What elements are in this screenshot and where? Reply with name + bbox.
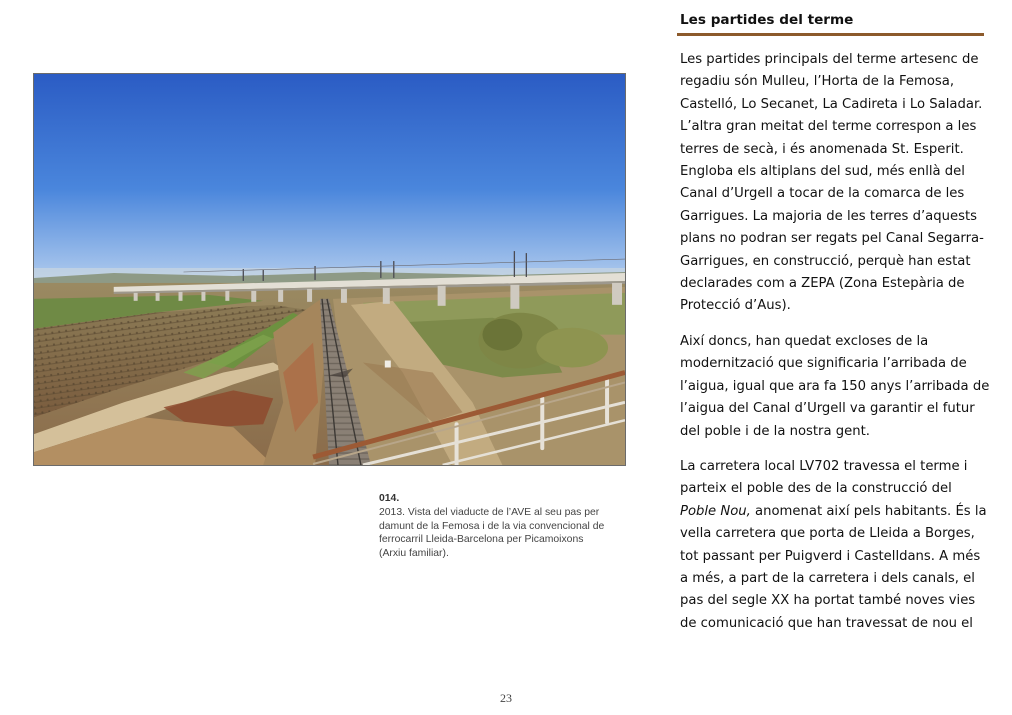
text-line: terres de secà, i és anomenada St. Esperit.	[680, 141, 964, 157]
text-line: plans no podran ser regats pel Canal Segarra-	[680, 231, 984, 247]
text-line: Protecció d’Aus).	[680, 298, 791, 314]
text-line: pas del segle XX ha portat també noves vies	[680, 593, 976, 609]
text-line: Les partides principals del terme artesenc de	[680, 52, 979, 67]
text-line: vella carretera que porta de Lleida a Borges,	[680, 526, 975, 542]
text-line: Castelló, Lo Secanet, La Cadireta i Lo Saladar.	[680, 96, 983, 112]
section-title: Les partides del terme	[680, 12, 854, 28]
text-line: l’aigua, igual que ara fa 150 anys l’arribada de	[680, 378, 990, 394]
viaduct-photo-image	[34, 74, 625, 465]
viaduct-photo	[33, 73, 626, 466]
paragraph-2	[680, 331, 990, 443]
page-number: 23	[500, 691, 512, 705]
text-line: declarades com a ZEPA (Zona Estepària de	[680, 276, 965, 292]
text-line: Així doncs, han quedat excloses de la	[680, 333, 929, 349]
text-line: parteix el poble des de la construcció del	[680, 481, 952, 497]
photo-caption	[379, 492, 627, 561]
body-text	[680, 49, 990, 648]
caption-number: 014.	[379, 493, 400, 504]
text-line: La carretera local LV702 travessa el terme i	[680, 458, 968, 474]
text-line: Canal d’Urgell a tocar de la comarca de les	[680, 186, 965, 202]
caption-line: 2013. Vista del viaducte de l’AVE al seu pas per	[379, 506, 600, 518]
text-line: regadiu són Mulleu, l’Horta de la Femosa,	[680, 74, 955, 90]
paragraph-3	[680, 456, 990, 635]
caption-line: ferrocarril Lleida-Barcelona per Picamoixons	[379, 534, 584, 546]
paragraph-1	[680, 49, 990, 318]
text-line: de comunicació que han travessat de nou el	[680, 615, 973, 631]
text-line: Garrigues, en construcció, perquè han estat	[680, 253, 971, 269]
caption-line: damunt de la Femosa i de la via convencional de	[379, 520, 605, 532]
text-line: del poble i de la nostra gent.	[680, 423, 870, 439]
italic-place-name: Poble Nou,	[680, 503, 751, 519]
text-line: Garrigues. La majoria de les terres d’aquests	[680, 208, 978, 224]
text-line: Engloba els altiplans del sud, més enllà del	[680, 164, 965, 180]
text-line	[680, 501, 990, 523]
text-line-rest: anomenat així pels habitants. És la	[750, 503, 987, 519]
text-line: l’aigua del Canal d’Urgell va garantir el futur	[680, 401, 975, 417]
text-line: modernització que significaria l’arribada de	[680, 356, 967, 372]
text-line: L’altra gran meitat del terme correspon a les	[680, 119, 977, 135]
text-line: tot passant per Puigverd i Castelldans. A més	[680, 548, 981, 564]
caption-line: (Arxiu familiar).	[379, 548, 449, 560]
title-rule	[677, 33, 984, 36]
text-line: a més, a part de la carretera i dels canals, el	[680, 570, 975, 586]
